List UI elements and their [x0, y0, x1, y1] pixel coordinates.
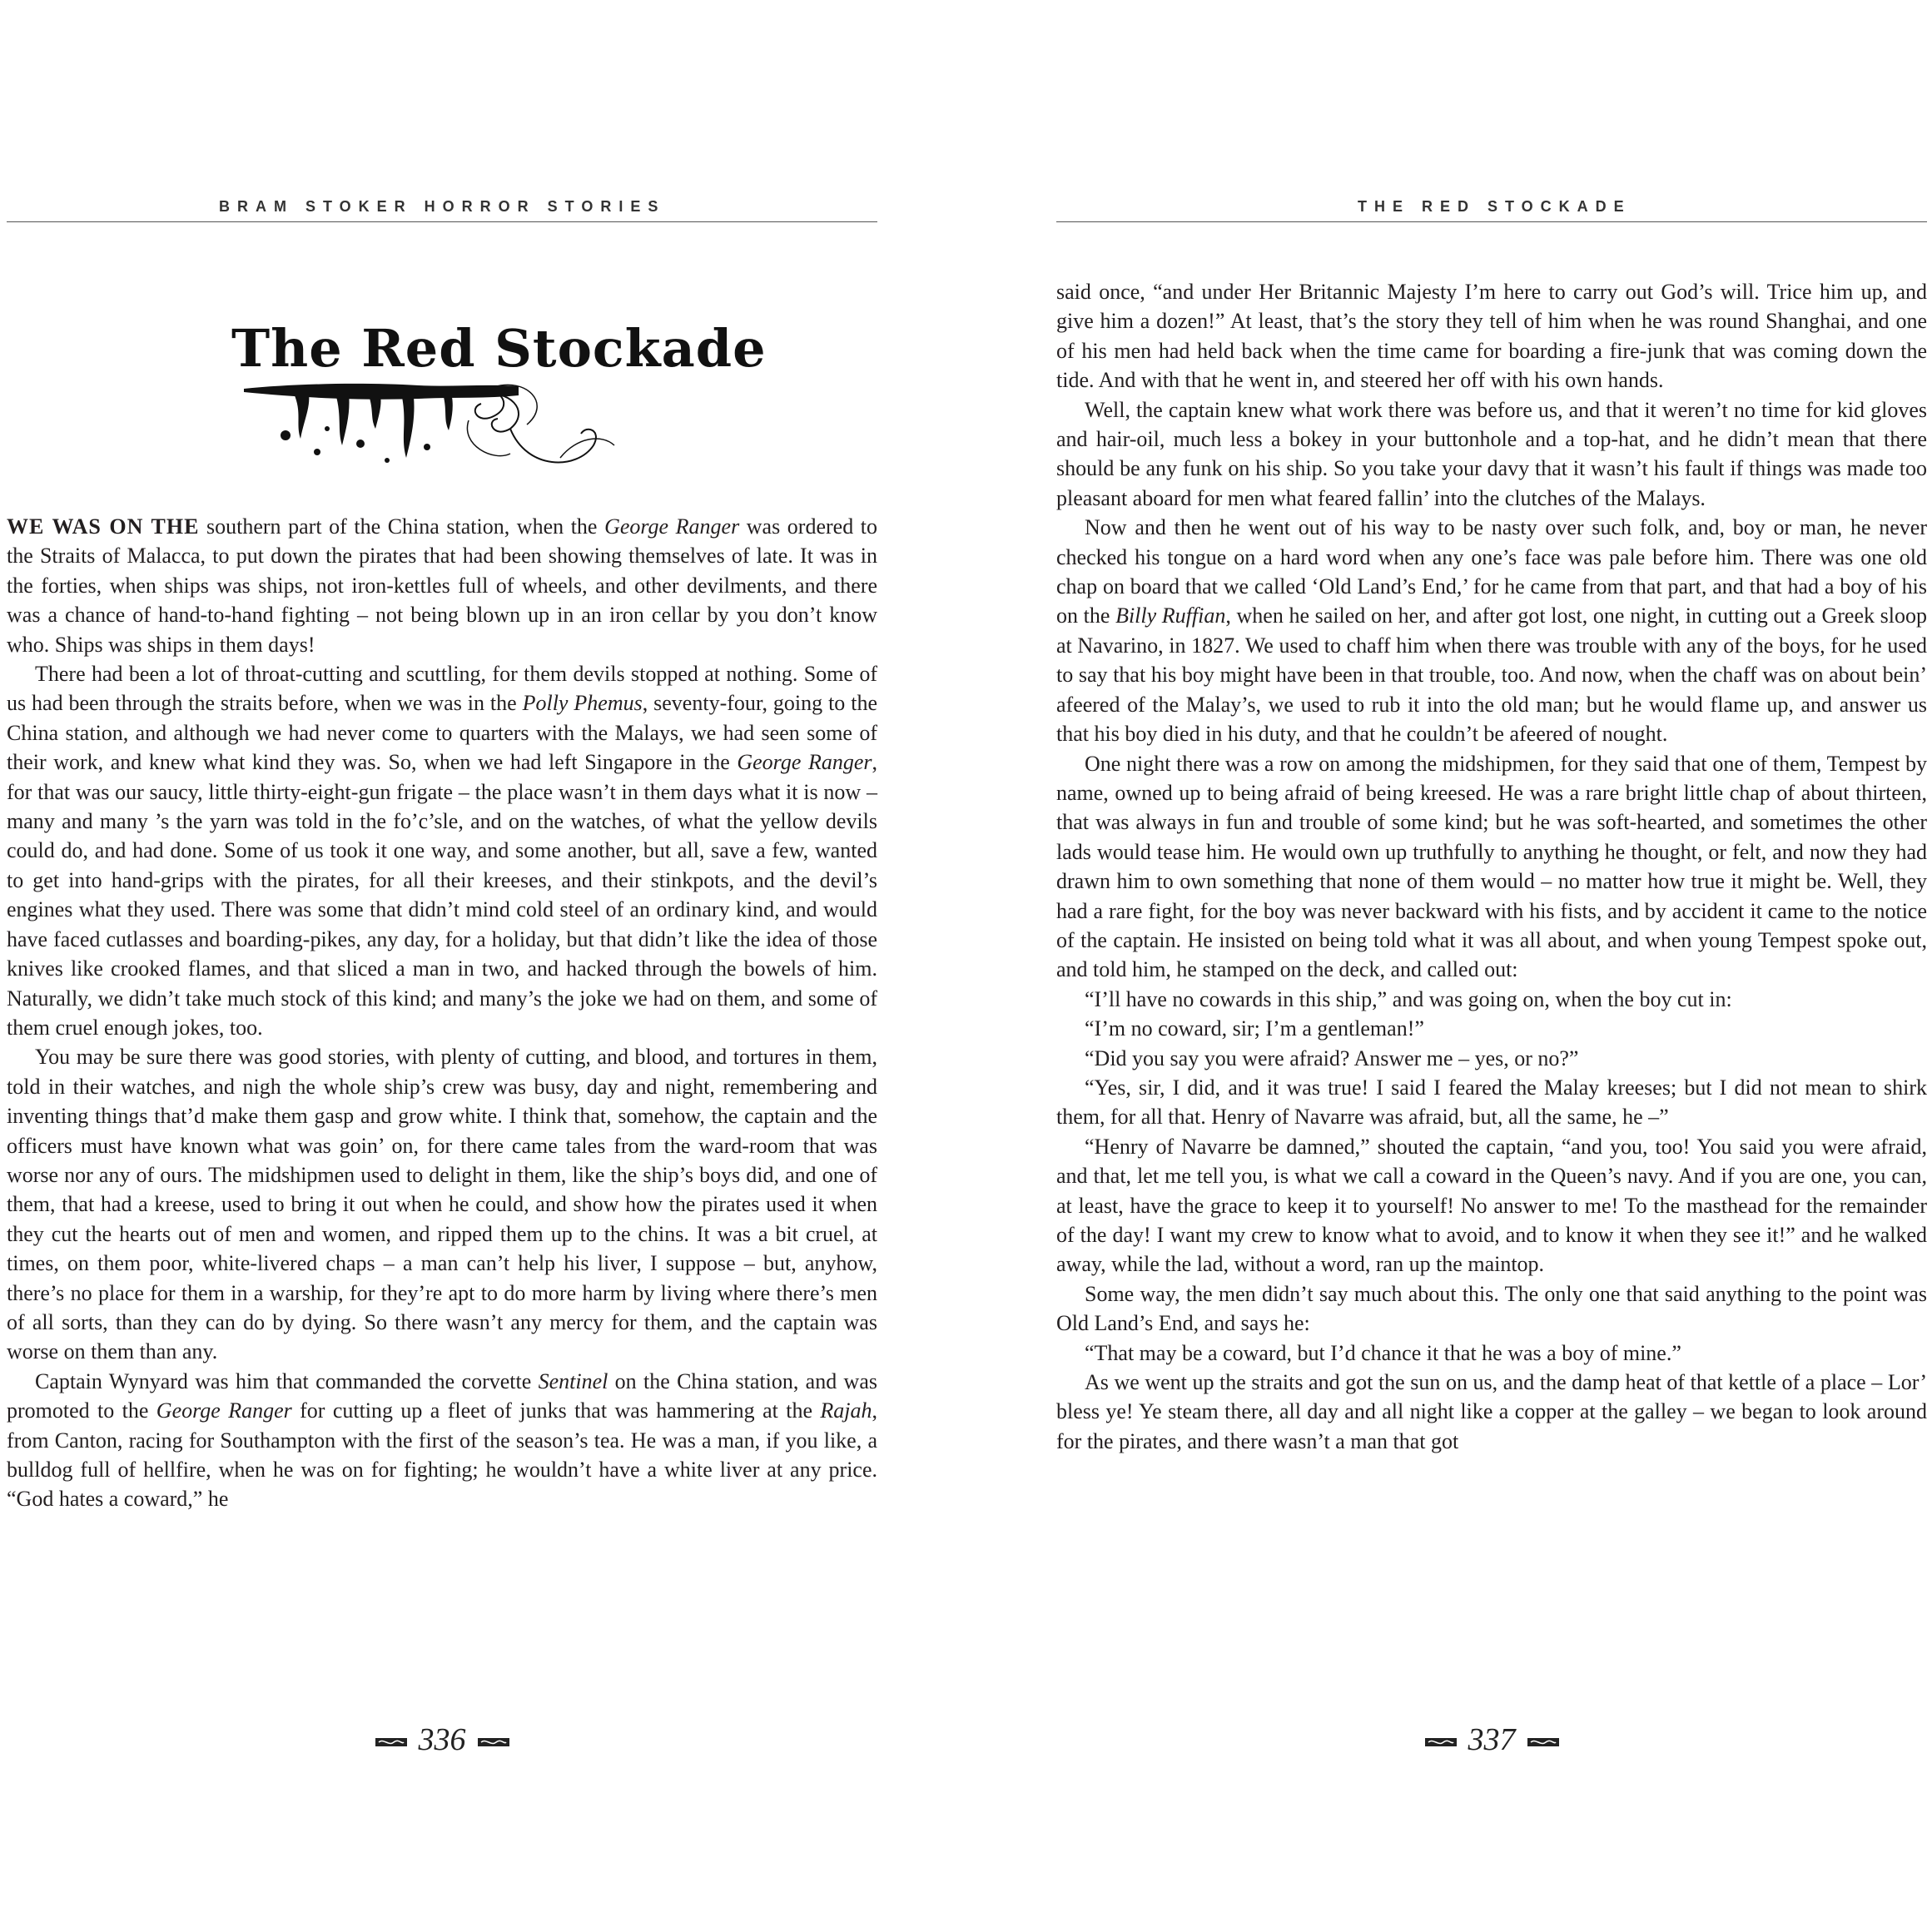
paragraph: Well, the captain knew what work there was before us, and that it weren’t no time for kid gloves and hair-oil, much less a bokey in your buttonhole and a top-hat, and he didn’t mean that there should be any funk on his ship. So you take your davy that it wasn’t his fault if things was made too pleasant aboard for men what feared fallin’ into the clutches of the Malays.: [1056, 397, 1927, 510]
paragraph: Some way, the men didn’t say much about this. The only one that said anything to the point was Old Land’s End, and says he:: [1056, 1281, 1927, 1336]
text-run: , seventy-four, going to the China station, and although we had never come to quarters with the Malays, we had seen some of their work, and knew what kind they was. So, when we had left Singapore in the: [7, 691, 877, 775]
paragraph: “Yes, sir, I did, and it was true! I said I feared the Malay kreeses; but I did not mean to shirk them, for all that. Henry of Navarre was afraid, but, all the same, he –”: [1056, 1075, 1927, 1130]
paragraph: As we went up the straits and got the sun on us, and the damp heat of that kettle of a place – Lor’ bless ye! Ye steam there, all day and all night like a copper at the galley – we began to look around for the pirates, and there wasn’t a man that got: [1056, 1370, 1927, 1453]
italic-ship-name: George Ranger: [156, 1398, 292, 1423]
left-page: [7, 0, 877, 1932]
page-number-text: 337: [1468, 1722, 1516, 1757]
paragraph: “I’ll have no cowards in this ship,” and was going on, when the boy cut in:: [1085, 986, 1732, 1011]
paragraph: [1056, 513, 1927, 748]
text-run: southern part of the China station, when the: [199, 514, 605, 539]
italic-ship-name: Sentinel: [538, 1368, 608, 1393]
paragraph: “I’m no coward, sir; I’m a gentleman!”: [1085, 1016, 1424, 1041]
running-head-right: THE RED STOCKADE: [1358, 198, 1632, 215]
paragraph: One night there was a row on among the midshipmen, for they said that one of them, Tempest by name, owned up to being afraid of being kreesed. He was a rare bright little chap of about thirteen, that was always in fun and trouble of some kind; but he was soft-hearted, and sometimes the other lads would tease him. He would own up truthfully to anything he thought, or felt, and now they had drawn him to own something that none of them would – no matter how true it might be. Well, they had a rare fight, for the boy was never backward with his fists, and by accident it came to the notice of the captain. He insisted on being told what it was all about, and when young Tempest spoke out, and told him, he stamped on the deck, and called out:: [1056, 751, 1927, 982]
running-head-left: BRAM STOKER HORROR STORIES: [219, 198, 666, 215]
folio-ornament-icon: [1425, 1736, 1457, 1748]
italic-ship-name: Polly Phemus: [522, 691, 643, 716]
folio-ornament-icon: [1527, 1736, 1559, 1748]
chapter-lead-in: WE WAS ON THE: [7, 514, 200, 539]
text-run: on the China station, and was promoted to the: [7, 1368, 877, 1423]
page-number-left: [7, 1721, 877, 1758]
body-text-right: [1056, 277, 1927, 1456]
paragraph: You may be sure there was good stories, with plenty of cutting, and blood, and tortures in them, told in their watches, and nigh the whole ship’s crew was busy, day and night, remembering and inventing things that’d make them gasp and grow white. I think that, somehow, the captain and the officers must have known what was goin’ on, for there came tales from the ward-room that was worse nor any of ours. The midshipmen used to delight in them, like the ship’s boys did, and one of them, that had a kreese, used to bring it out when he could, and show how the pirates used it when they cut the hearts out of men and women, and ripped them up to the chins. It was a bit cruel, at times, on them poor, white-livered chaps – a man can’t help his liver, I suppose – but, anyhow, there’s no place for them in a warship, for they’re apt to do more harm by living where there’s men of all sorts, than they can do by dying. So there wasn’t any mercy for them, and the captain was worse on them than any.: [7, 1045, 877, 1364]
header-rule-left: [7, 221, 877, 222]
text-run: Now and then he went out of his way to be nasty over such folk, and, boy or man, he never checked his tongue on a hard word when any one’s face was pale before him. There was one old chap on board that we called ‘Old Land’s End,’ for he came from that part, and that had a boy of his on the: [1056, 515, 1927, 628]
italic-ship-name: Rajah: [820, 1398, 872, 1423]
text-run: , when he sailed on her, and after got lost, one night, in cutting out a Greek sloop at Navarino, in 1827. We used to chaff him when there was trouble with any of the boys, for he used to say that his boy might have been in that trouble, too. And now, when the chaff was on about bein’ afeered of the Malay’s, we used to rub it into the old man; but he would flame up, and answer us that his boy died in his duty, and that he couldn’t be afeered of nought.: [1056, 603, 1927, 747]
chapter-title: The Red Stockade: [231, 318, 767, 379]
folio-ornament-icon: [478, 1736, 509, 1748]
ink-splash-ornament: [244, 379, 660, 479]
paragraph: [7, 659, 877, 1042]
text-run: was ordered to the Straits of Malacca, to put down the pirates that had been showing themselves of late. It was in the forties, when ships was ships, not iron-kettles full of wheels, and other devilments, and there was a chance of hand-to-hand fighting – not being blown up in an iron cellar by you don’t know who. Ships was ships in them days!: [7, 514, 878, 657]
text-run: for cutting up a fleet of junks that was hammering at the: [291, 1398, 821, 1423]
right-page: [1056, 0, 1927, 1932]
text-run: Captain Wynyard was him that commanded the corvette: [35, 1368, 539, 1393]
text-run: , from Canton, racing for Southampton with the first of the season’s tea. He was a man, if you like, a bulldog full of hellfire, when he was on for fighting; he wouldn’t have a white liver at any price. “God hates a coward,” he: [7, 1398, 877, 1512]
text-run: , for that was our saucy, little thirty-eight-gun frigate – the place wasn’t in them days what it is now – many and many ’s the yarn was told in the fo’c’sle, and on the watches, of what the yellow devils could do, and had done. Some of us took it one way, and some another, but all, save a few, wanted to get into hand-grips with the pirates, for all their kreeses, and their stinkpots, and the devil’s engines what they used. There was some that didn’t mind cold steel of an ordinary kind, and would have faced cutlasses and boarding-pikes, any day, for a holiday, but that didn’t like the idea of those knives like crooked flames, and that sliced a man in two, and hacked through the bowels of him. Naturally, we didn’t take much stock of this kind; and many’s the joke we had on them, and some of them cruel enough jokes, too.: [7, 750, 877, 1040]
body-text-left: [7, 512, 877, 1514]
page-number-right: [1056, 1721, 1927, 1758]
paragraph: [7, 1367, 877, 1514]
italic-ship-name: George Ranger: [604, 514, 740, 539]
paragraph: [7, 512, 877, 659]
paragraph: said once, “and under Her Britannic Majesty I’m here to carry out God’s will. Trice him up, and give him a dozen!” At least, that’s the story they tell of him when he was round Shanghai, and one of his men had held back when the time came for boarding a fire-junk that was coming down the tide. And with that he went in, and steered her off with his own hands.: [1056, 280, 1927, 393]
folio-ornament-icon: [375, 1736, 407, 1748]
paragraph: “Did you say you were afraid? Answer me – yes, or no?”: [1085, 1045, 1579, 1070]
italic-ship-name: Billy Ruffian: [1115, 603, 1226, 628]
paragraph: “That may be a coward, but I’d chance it that he was a boy of mine.”: [1085, 1340, 1681, 1365]
italic-ship-name: George Ranger: [737, 750, 872, 775]
header-rule-right: [1056, 221, 1927, 222]
text-run: There had been a lot of throat-cutting and scuttling, for them devils stopped at nothing. Some of us had been through the straits before, when we was in the: [7, 662, 877, 716]
page-number-text: 336: [418, 1722, 466, 1757]
paragraph: “Henry of Navarre be damned,” shouted the captain, “and you, too! You said you were afraid, and that, let me tell you, is what we call a coward in the Queen’s navy. And if you are one, you can, at least, have the grace to keep it to yourself! No answer to me! To the masthead for the remainder of the day! I want my crew to know what to avoid, and to know it when they see it!” and he walked away, while the lad, without a word, ran up the maintop.: [1056, 1134, 1927, 1277]
